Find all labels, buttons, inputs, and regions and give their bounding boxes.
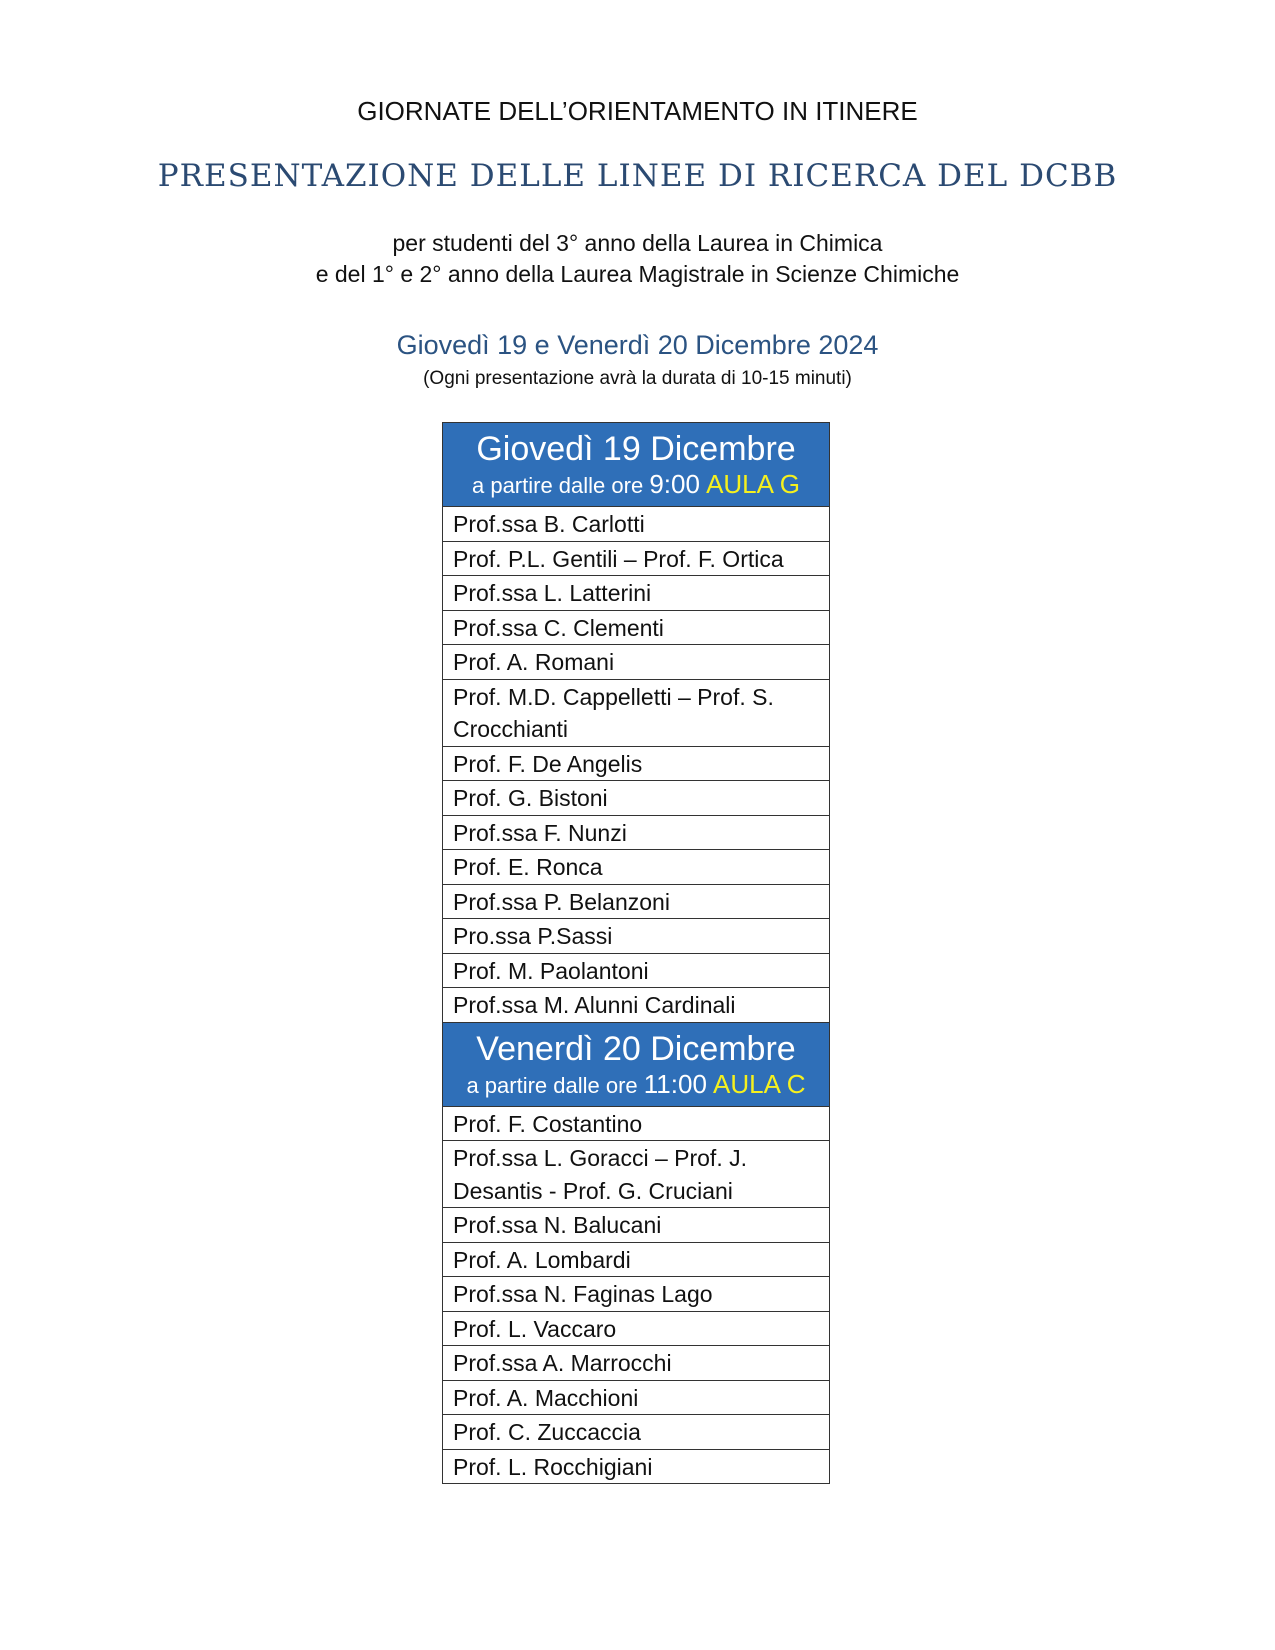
start-time: 11:00 [643,1068,707,1099]
room-label: AULA C [713,1068,806,1099]
day-header [443,423,829,507]
speaker-row: Prof.ssa B. Carlotti [443,507,829,542]
room-label: AULA G [706,469,800,499]
speaker-row: Prof. L. Vaccaro [443,1312,829,1347]
day-title: Venerdì 20 Dicembre [476,1029,796,1068]
speaker-row: Prof. E. Ronca [443,850,829,885]
speaker-row: Prof.ssa N. Balucani [443,1208,829,1243]
speaker-row: Prof. A. Macchioni [443,1381,829,1416]
speaker-row: Prof. F. Costantino [443,1107,829,1142]
speaker-row: Prof. G. Bistoni [443,781,829,816]
speaker-row: Prof. A. Romani [443,645,829,680]
start-prefix: a partire dalle ore [471,473,644,498]
speaker-row: Pro.ssa P.Sassi [443,919,829,954]
page-title: PRESENTAZIONE DELLE LINEE DI RICERCA DEL DCBB [157,158,1118,194]
speaker-row: Prof. M. Paolantoni [443,954,829,989]
event-dates: Giovedì 19 e Venerdì 20 Dicembre 2024 [396,330,879,360]
speaker-row: Prof. P.L. Gentili – Prof. F. Ortica [443,542,829,577]
speaker-row: Prof. M.D. Cappelletti – Prof. S. Crocchianti [443,680,829,747]
speaker-row: Prof.ssa L. Latterini [443,576,829,611]
speaker-row: Prof.ssa N. Faginas Lago [443,1277,829,1312]
speaker-row: Prof.ssa L. Goracci – Prof. J. Desantis - Prof. G. Cruciani [443,1141,829,1208]
day-start-info [443,1069,829,1101]
start-prefix: a partire dalle ore [466,1072,638,1098]
speaker-row: Prof.ssa P. Belanzoni [443,885,829,920]
schedule-table [442,422,830,1484]
speaker-row: Prof.ssa M. Alunni Cardinali [443,988,829,1023]
start-time: 9:00 [649,469,700,499]
audience-line-2: e del 1° e 2° anno della Laurea Magistrale in Scienze Chimiche [315,261,960,287]
day-title: Giovedì 19 Dicembre [476,430,796,468]
speaker-row: Prof.ssa A. Marrocchi [443,1346,829,1381]
speaker-row: Prof.ssa C. Clementi [443,611,829,646]
event-kicker: GIORNATE DELL’ORIENTAMENTO IN ITINERE [357,96,918,126]
day-start-info [443,469,829,501]
speaker-row: Prof. C. Zuccaccia [443,1415,829,1450]
audience-line-1: per studenti del 3° anno della Laurea in Chimica [392,230,883,256]
duration-note: (Ogni presentazione avrà la durata di 10-15 minuti) [423,368,852,389]
speaker-row: Prof. F. De Angelis [443,747,829,782]
speaker-row: Prof. A. Lombardi [443,1243,829,1278]
speaker-row: Prof.ssa F. Nunzi [443,816,829,851]
speaker-row: Prof. L. Rocchigiani [453,1453,653,1480]
audience-text [0,228,1275,290]
day-header [443,1023,829,1107]
